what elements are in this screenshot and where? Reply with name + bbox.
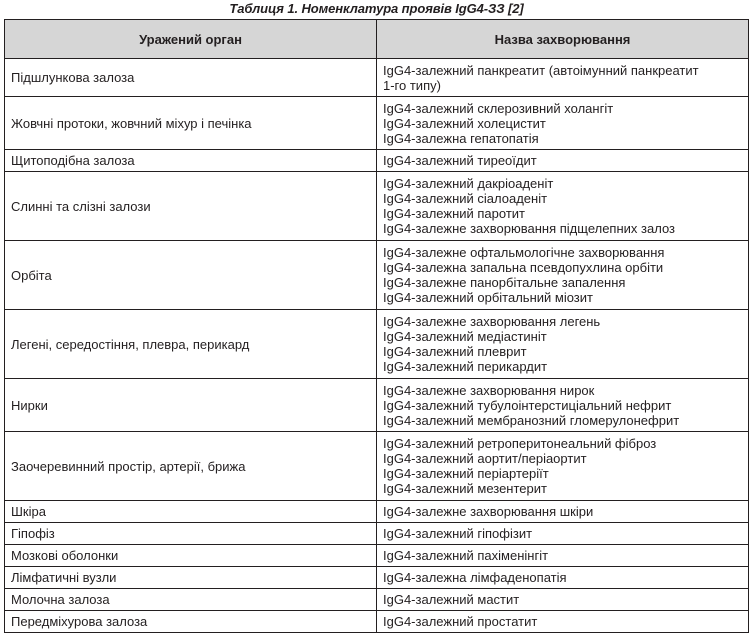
disease-name: IgG4-залежний паротит <box>383 206 525 221</box>
disease-cell <box>377 310 749 379</box>
disease-name: IgG4-залежний гіпофізит <box>383 526 533 541</box>
table-header-row <box>5 20 749 59</box>
disease-cell <box>377 172 749 241</box>
disease-name: IgG4-залежний тубулоінтерстиціальний нефрит <box>383 397 672 413</box>
disease-cell <box>377 501 749 523</box>
table-row <box>5 97 749 150</box>
igg4-nomenclature-table <box>4 19 749 633</box>
disease-cell <box>377 545 749 567</box>
disease-cell <box>377 379 749 432</box>
table-row <box>5 567 749 589</box>
disease-name: IgG4-залежний простатит <box>383 614 538 629</box>
disease-name: IgG4-залежний пахіменінгіт <box>383 548 549 563</box>
organ-cell: Нирки <box>5 379 377 432</box>
disease-name: IgG4-залежний періартеріїт <box>383 466 549 481</box>
disease-name: IgG4-залежна гепатопатія <box>383 130 539 146</box>
disease-cell <box>377 241 749 310</box>
disease-cell <box>377 432 749 501</box>
disease-cell <box>377 611 749 633</box>
disease-name: IgG4-залежний плеврит <box>383 344 527 359</box>
disease-cell <box>377 523 749 545</box>
disease-name: IgG4-залежний мастит <box>383 592 520 607</box>
table-row <box>5 501 749 523</box>
disease-cell <box>377 567 749 589</box>
table-body <box>5 59 749 633</box>
disease-name: IgG4-залежне захворювання легень <box>383 314 601 329</box>
organ-cell: Орбіта <box>5 241 377 310</box>
table-row <box>5 172 749 241</box>
organ-cell: Щитоподібна залоза <box>5 150 377 172</box>
header-organ: Уражений орган <box>5 20 377 59</box>
organ-cell: Мозкові оболонки <box>5 545 377 567</box>
organ-cell: Передміхурова залоза <box>5 611 377 633</box>
header-disease: Назва захворювання <box>377 20 749 59</box>
organ-cell: Підшлункова залоза <box>5 59 377 97</box>
disease-name: IgG4-залежний перикардит <box>383 359 548 374</box>
disease-name: IgG4-залежний мезентерит <box>383 481 547 496</box>
disease-cell <box>377 589 749 611</box>
disease-cell <box>377 150 749 172</box>
organ-cell: Молочна залоза <box>5 589 377 611</box>
disease-name: IgG4-залежний ретроперитонеальний фіброз <box>383 436 657 451</box>
disease-name: IgG4-залежне захворювання шкіри <box>383 504 594 519</box>
table-caption: Таблиця 1. Номенклатура проявів IgG4-ЗЗ [2] <box>229 1 524 16</box>
disease-name: IgG4-залежний склерозивний холангіт <box>383 100 614 116</box>
disease-name: IgG4-залежне панорбітальне запалення <box>383 275 626 290</box>
organ-cell: Легені, середостіння, плевра, перикард <box>5 310 377 379</box>
organ-cell: Слинні та слізні залози <box>5 172 377 241</box>
disease-name: IgG4-залежне офтальмологічне захворювання <box>383 245 665 260</box>
table-row <box>5 379 749 432</box>
disease-name: IgG4-залежний панкреатит (автоімунний панкреатит <box>383 62 699 78</box>
disease-name: IgG4-залежний сіалоаденіт <box>383 191 548 206</box>
disease-name: IgG4-залежна запальна псевдопухлина орбіти <box>383 260 664 275</box>
organ-cell: Шкіра <box>5 501 377 523</box>
disease-name: IgG4-залежний медіастиніт <box>383 329 547 344</box>
organ-cell: Жовчні протоки, жовчний міхур і печінка <box>5 97 377 150</box>
disease-cell <box>377 97 749 150</box>
table-row <box>5 611 749 633</box>
disease-name: IgG4-залежний холецистит <box>383 115 546 131</box>
disease-name: IgG4-залежний мембранозний гломерулонефрит <box>383 412 680 428</box>
table-row <box>5 59 749 97</box>
disease-name: IgG4-залежне захворювання нирок <box>383 382 595 398</box>
table-row <box>5 241 749 310</box>
table-row <box>5 545 749 567</box>
organ-cell: Гіпофіз <box>5 523 377 545</box>
disease-name: IgG4-залежний тиреоїдит <box>383 153 537 168</box>
disease-name: 1-го типу) <box>383 77 441 93</box>
organ-cell: Заочеревинний простір, артерії, брижа <box>5 432 377 501</box>
disease-name: IgG4-залежний аортит/періаортит <box>383 451 587 466</box>
table-row <box>5 589 749 611</box>
organ-cell: Лімфатичні вузли <box>5 567 377 589</box>
table-row <box>5 150 749 172</box>
disease-name: IgG4-залежний орбітальний міозит <box>383 290 593 305</box>
disease-name: IgG4-залежне захворювання підщелепних залоз <box>383 221 675 236</box>
table-row <box>5 310 749 379</box>
disease-name: IgG4-залежна лімфаденопатія <box>383 570 567 585</box>
table-row <box>5 432 749 501</box>
table-row <box>5 523 749 545</box>
disease-cell <box>377 59 749 97</box>
disease-name: IgG4-залежний дакріоаденіт <box>383 176 554 191</box>
